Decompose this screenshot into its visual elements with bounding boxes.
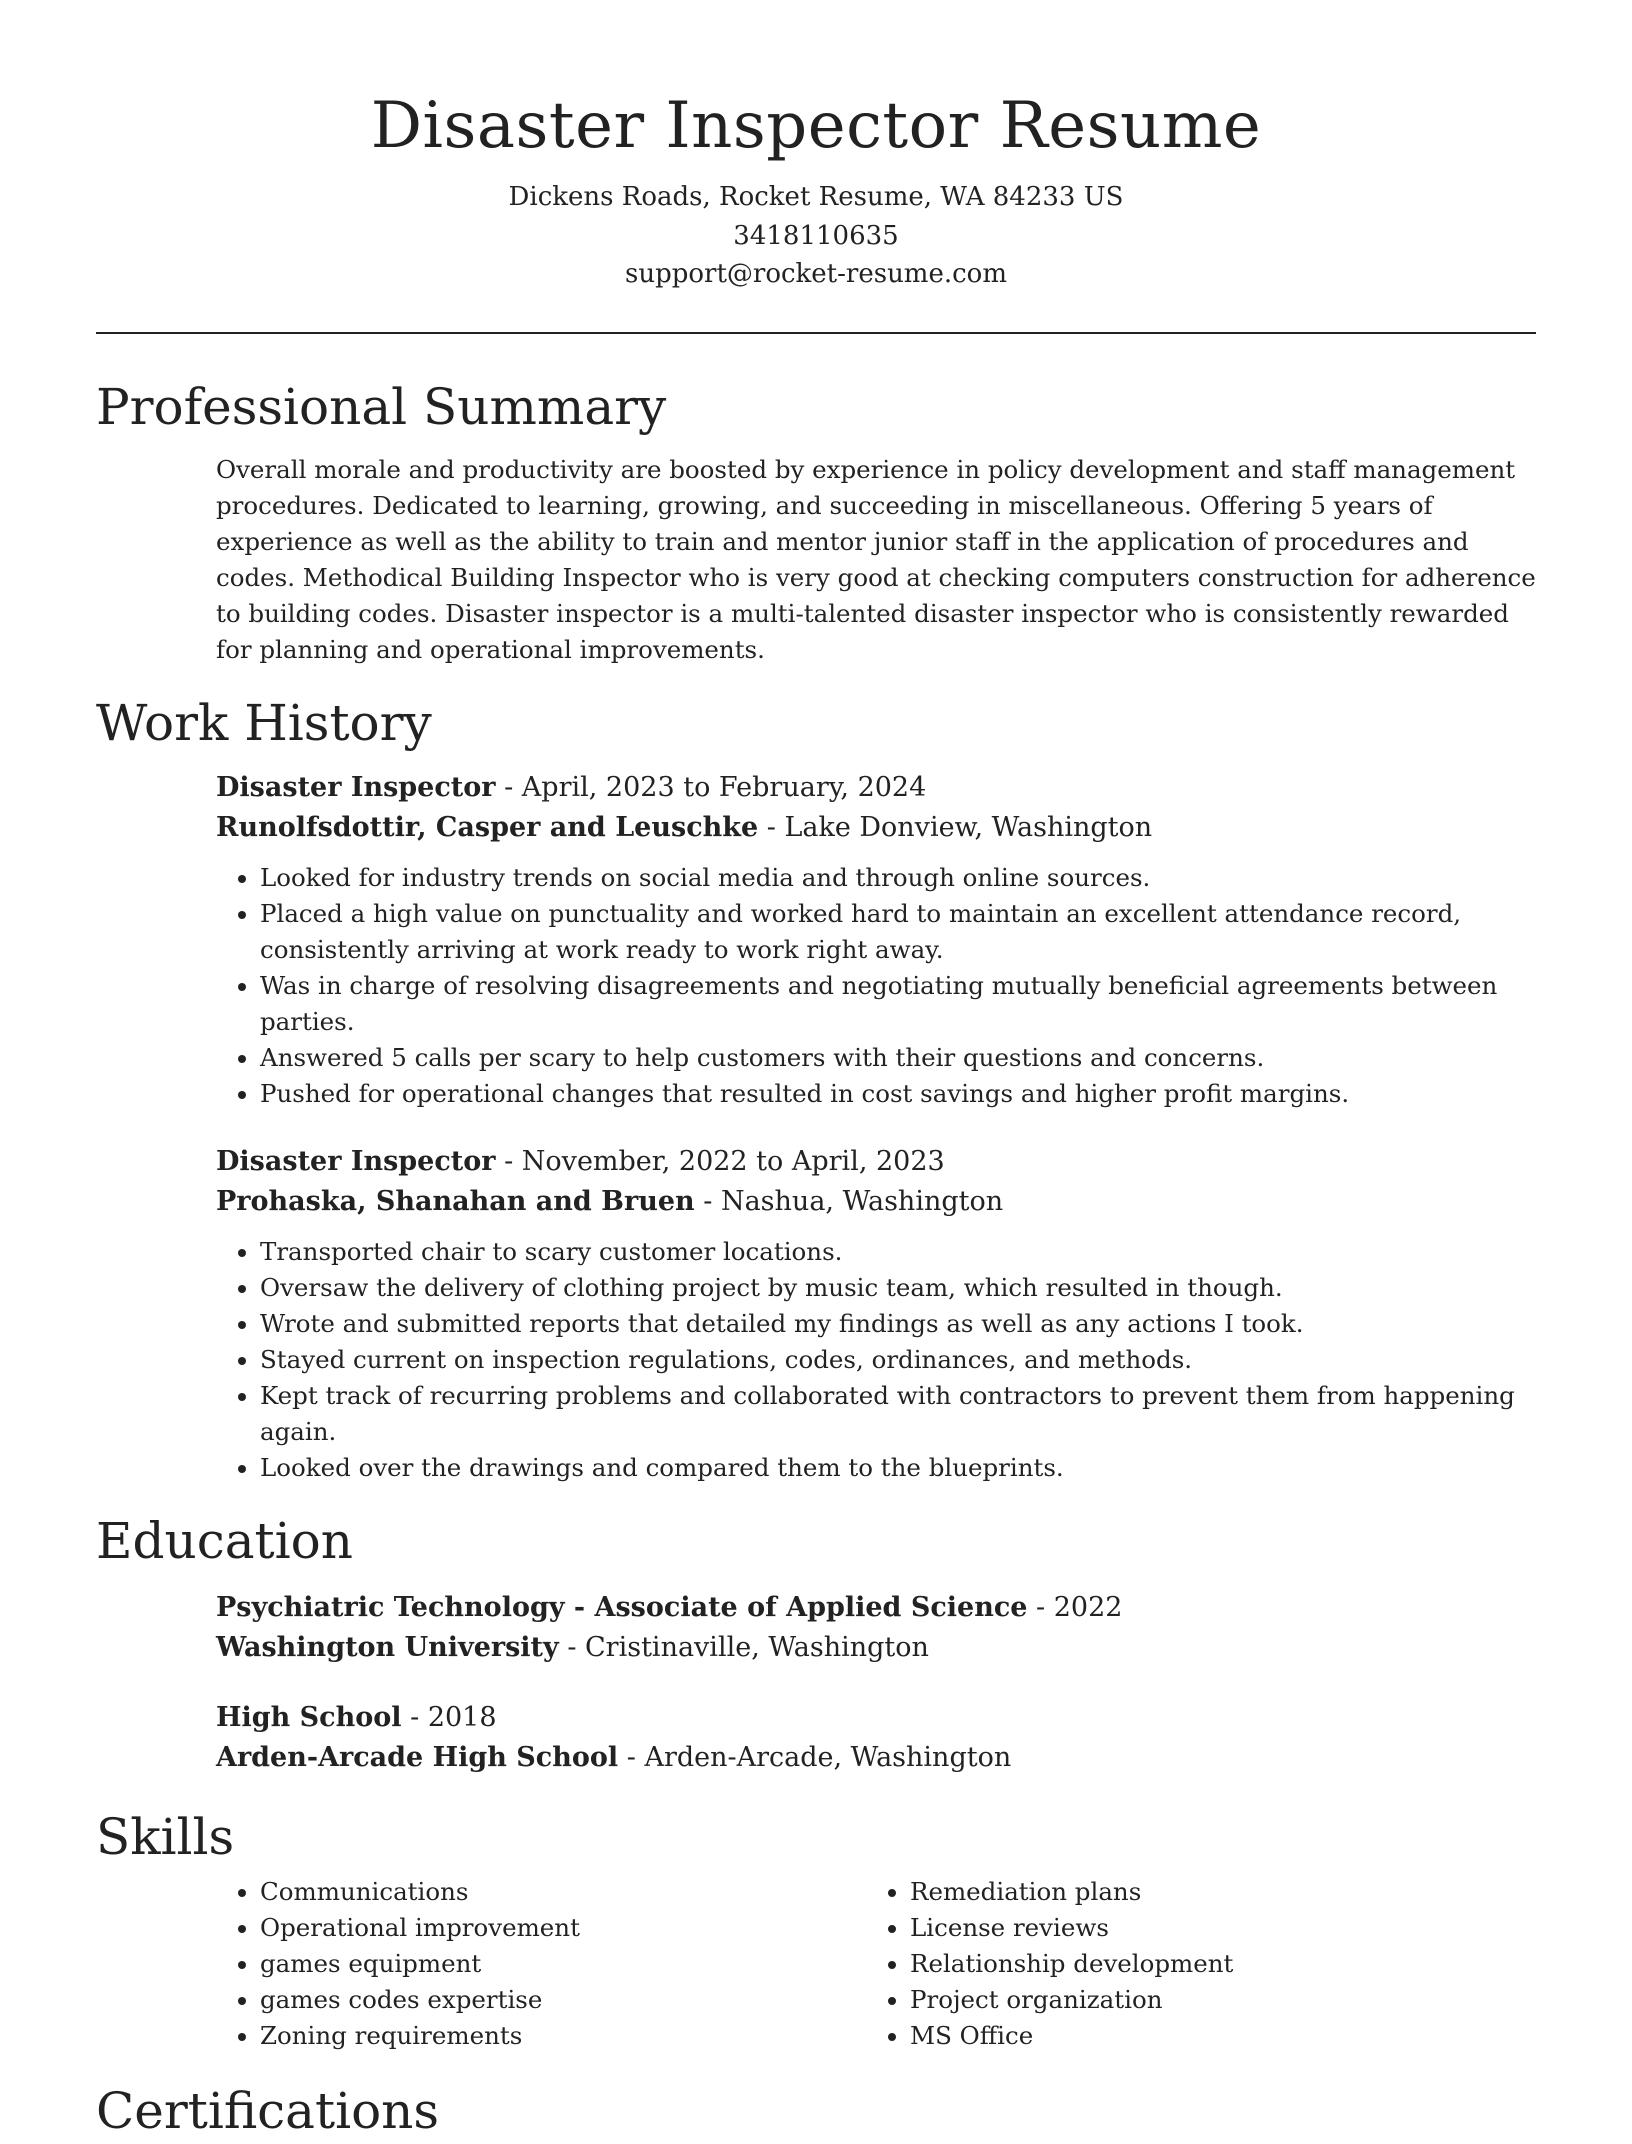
certifications-section (96, 2078, 1536, 2144)
list-item: • Zoning requirements (260, 2018, 866, 2054)
work-history-heading: Work History (96, 693, 432, 752)
list-item: • Relationship development (910, 1946, 1516, 1982)
list-item: • Looked for industry trends on social media and through online sources. (260, 860, 1536, 896)
school-location: - Arden-Arcade, Washington (618, 1741, 1012, 1773)
education-heading: Education (96, 1511, 353, 1570)
list-item: • Project organization (910, 1982, 1516, 2018)
job-title: Disaster Inspector (216, 771, 496, 803)
job-entry (216, 1142, 1536, 1486)
job-title-line (216, 768, 1536, 808)
list-item: • Placed a high value on punctuality and worked hard to maintain an excellent attendance record, consistently arriving at work ready to work right away. (260, 896, 1536, 968)
job-location: - Nashua, Washington (694, 1185, 1004, 1217)
list-item: • Kept track of recurring problems and collaborated with contractors to prevent them from happening again. (260, 1378, 1536, 1450)
job-duties-list (216, 1234, 1536, 1486)
list-item: • Transported chair to scary customer locations. (260, 1234, 1536, 1270)
skills-list-right (866, 1874, 1516, 2054)
school-line (216, 1738, 1536, 1778)
list-item: • Looked over the drawings and compared them to the blueprints. (260, 1450, 1536, 1486)
summary-section (96, 374, 1536, 668)
list-item: • MS Office (910, 2018, 1516, 2054)
degree-name: Psychiatric Technology - Associate of Applied Science (216, 1591, 1028, 1623)
job-entry (216, 768, 1536, 1112)
list-item: • Oversaw the delivery of clothing project by music team, which resulted in though. (260, 1270, 1536, 1306)
degree-line (216, 1588, 1536, 1628)
skills-heading: Skills (96, 1807, 235, 1866)
degree-line (216, 1698, 1536, 1738)
list-item: • Pushed for operational changes that resulted in cost savings and higher profit margins. (260, 1076, 1536, 1112)
job-company-line (216, 808, 1536, 848)
list-item: • Stayed current on inspection regulations, codes, ordinances, and methods. (260, 1342, 1536, 1378)
skills-column-left (216, 1874, 866, 2054)
education-section (96, 1508, 1536, 1778)
job-dates: - November, 2022 to April, 2023 (495, 1145, 945, 1177)
header-divider (96, 332, 1536, 334)
job-title-line (216, 1142, 1536, 1182)
list-item: • games equipment (260, 1946, 866, 1982)
skills-column-right (866, 1874, 1516, 2054)
resume-title: Disaster Inspector Resume (370, 89, 1262, 163)
list-item: • games codes expertise (260, 1982, 866, 2018)
resume-page (96, 0, 1536, 2144)
job-company-line (216, 1182, 1536, 1222)
degree-year: - 2022 (1027, 1591, 1123, 1623)
school-name: Arden-Arcade High School (216, 1741, 619, 1773)
work-history-section (96, 690, 1536, 1486)
list-item: • License reviews (910, 1910, 1516, 1946)
list-item: • Wrote and submitted reports that detailed my findings as well as any actions I took. (260, 1306, 1536, 1342)
job-dates: - April, 2023 to February, 2024 (495, 771, 927, 803)
job-location: - Lake Donview, Washington (758, 811, 1153, 843)
skills-grid (216, 1874, 1536, 2054)
contact-email: support@rocket-resume.com (624, 259, 1007, 289)
list-item: • Was in charge of resolving disagreements and negotiating mutually beneficial agreements between parties. (260, 968, 1536, 1040)
summary-heading: Professional Summary (96, 377, 667, 436)
education-entry (216, 1698, 1536, 1778)
list-item: • Answered 5 calls per scary to help customers with their questions and concerns. (260, 1040, 1536, 1076)
skills-section (96, 1804, 1536, 2054)
degree-name: High School (216, 1701, 402, 1733)
job-duties-list (216, 860, 1536, 1112)
degree-year: - 2018 (401, 1701, 497, 1733)
job-company: Prohaska, Shanahan and Bruen (216, 1185, 695, 1217)
summary-text: Overall morale and productivity are boosted by experience in policy development and staff management procedures. Dedicated to learning, growing, and succeeding in miscellaneous. Offering 5 years of experience as well as the ability to train and mentor junior staff in the application of procedures and codes. Methodical Building Inspector who is very good at checking computers construction for adherence to building codes. Disaster inspector is a multi-talented disaster inspector who is consistently rewarded for planning and operational improvements. (216, 454, 1536, 664)
list-item: • Operational improvement (260, 1910, 866, 1946)
resume-header (96, 0, 1536, 294)
job-company: Runolfsdottir, Casper and Leuschke (216, 811, 759, 843)
job-title: Disaster Inspector (216, 1145, 496, 1177)
contact-phone: 3418110635 (733, 220, 899, 251)
education-entry (216, 1588, 1536, 1668)
certifications-heading: Certifications (96, 2081, 440, 2140)
summary-body (216, 452, 1536, 668)
list-item: • Communications (260, 1874, 866, 1910)
school-line (216, 1628, 1536, 1668)
list-item: • Remediation plans (910, 1874, 1516, 1910)
school-location: - Cristinaville, Washington (558, 1631, 929, 1663)
skills-list-left (216, 1874, 866, 2054)
contact-address: Dickens Roads, Rocket Resume, WA 84233 US (508, 182, 1124, 212)
school-name: Washington University (216, 1631, 559, 1663)
contact-block (96, 178, 1536, 294)
